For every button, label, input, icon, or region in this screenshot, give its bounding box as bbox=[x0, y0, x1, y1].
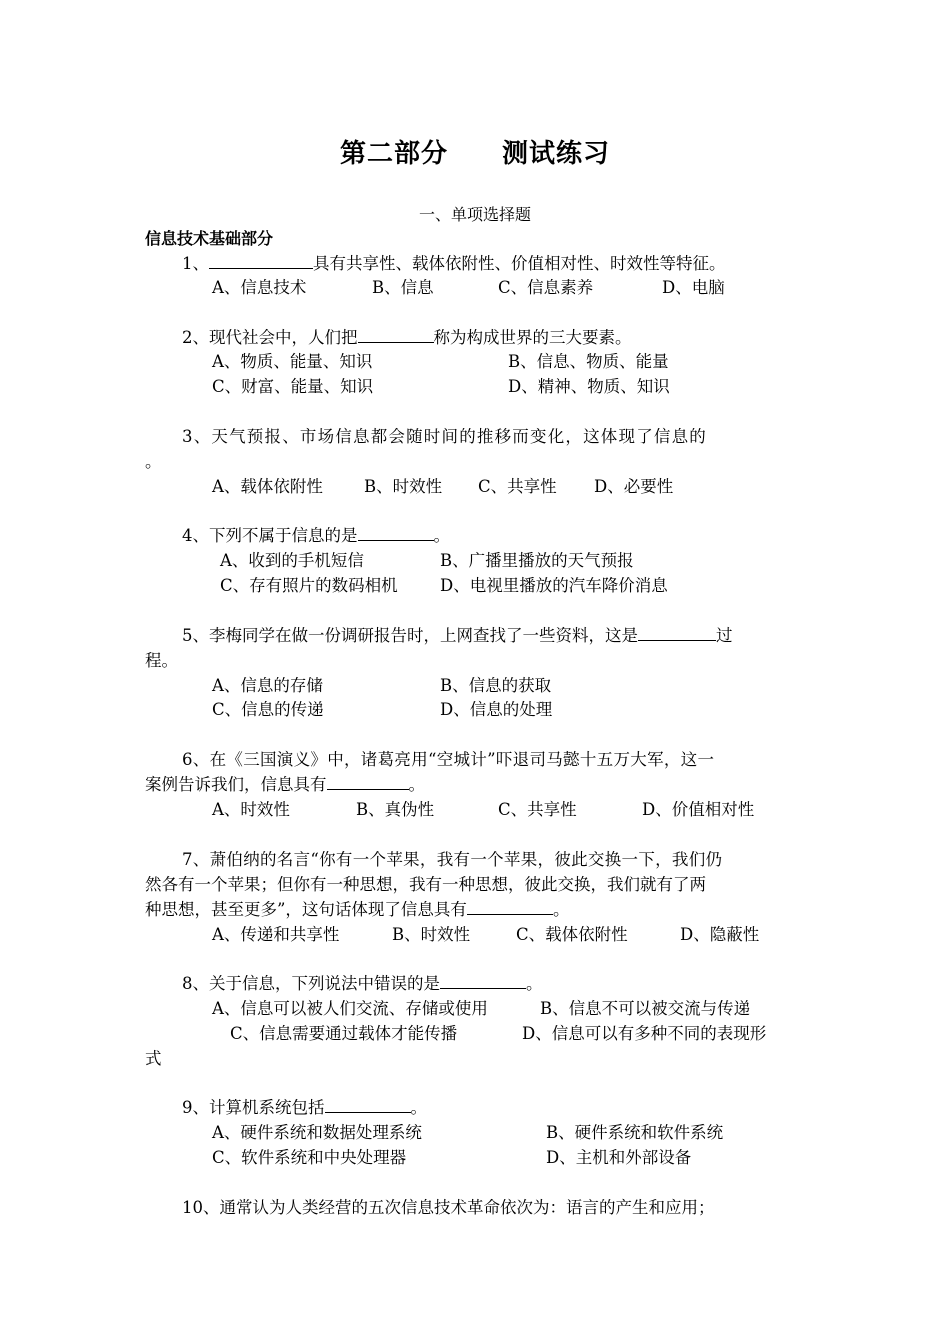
question-text: 。 bbox=[526, 974, 543, 993]
option-a: A、信息可以被人们交流、存储或使用 bbox=[212, 999, 488, 1018]
option-b: B、真伪性 bbox=[356, 800, 435, 819]
option-d: D、信息的处理 bbox=[440, 700, 553, 719]
answer-blank bbox=[358, 326, 434, 343]
option-b: B、时效性 bbox=[364, 477, 443, 496]
option-b: B、广播里播放的天气预报 bbox=[440, 551, 634, 570]
answer-blank bbox=[327, 773, 409, 790]
option-c: C、存有照片的数码相机 bbox=[220, 576, 398, 595]
question-text: 8、关于信息，下列说法中错误的是 bbox=[182, 974, 440, 993]
option-a: A、信息的存储 bbox=[212, 676, 323, 695]
question-9-stem bbox=[182, 1096, 427, 1120]
page-title: 第二部分 测试练习 bbox=[339, 139, 610, 169]
option-d: D、价值相对性 bbox=[642, 800, 755, 819]
question-1-stem bbox=[182, 252, 726, 276]
question-8-stem bbox=[182, 972, 543, 996]
answer-blank bbox=[358, 524, 434, 541]
option-c: C、载体依附性 bbox=[516, 925, 628, 944]
question-10-stem: 10、通常认为人类经营的五次信息技术革命依次为：语言的产生和应用； bbox=[182, 1198, 715, 1217]
option-d-continued: 式 bbox=[145, 1049, 162, 1068]
question-text: 5、李梅同学在做一份调研报告时，上网查找了一些资料，这是 bbox=[182, 626, 638, 645]
answer-blank bbox=[638, 624, 716, 641]
question-text: 2、现代社会中，人们把 bbox=[182, 328, 358, 347]
question-text: 过 bbox=[716, 626, 733, 645]
option-a: A、时效性 bbox=[212, 800, 290, 819]
question-2-stem bbox=[182, 326, 632, 350]
question-4-stem bbox=[182, 524, 450, 548]
question-6-stem: 6、在《三国演义》中，诸葛亮用“空城计”吓退司马懿十五万大军，这一 bbox=[182, 750, 715, 769]
option-a: A、传递和共享性 bbox=[212, 925, 340, 944]
option-c: C、财富、能量、知识 bbox=[212, 377, 374, 396]
option-b: B、时效性 bbox=[392, 925, 471, 944]
option-b: B、信息不可以被交流与传递 bbox=[540, 999, 751, 1018]
question-text: 9、计算机系统包括 bbox=[182, 1098, 325, 1117]
option-d: D、必要性 bbox=[594, 477, 674, 496]
question-3-stem-continued: 。 bbox=[145, 452, 162, 471]
question-text: 称为构成世界的三大要素。 bbox=[433, 328, 632, 347]
option-c: C、信息素养 bbox=[498, 278, 594, 297]
option-d: D、精神、物质、知识 bbox=[508, 377, 670, 396]
option-a: A、收到的手机短信 bbox=[220, 551, 364, 570]
question-text: 。 bbox=[410, 1098, 427, 1117]
option-d: D、隐蔽性 bbox=[680, 925, 760, 944]
option-d: D、电视里播放的汽车降价消息 bbox=[440, 576, 668, 595]
question-text: 具有共享性、载体依附性、价值相对性、时效性等特征。 bbox=[313, 254, 726, 273]
option-a: A、载体依附性 bbox=[212, 477, 323, 496]
option-b: B、信息、物质、能量 bbox=[508, 352, 669, 371]
option-d: D、电脑 bbox=[662, 278, 725, 297]
question-text: 4、下列不属于信息的是 bbox=[182, 526, 358, 545]
section-title: 一、单项选择题 bbox=[418, 205, 531, 224]
option-a: A、硬件系统和数据处理系统 bbox=[212, 1123, 422, 1142]
question-3-stem: 3、天气预报、市场信息都会随时间的推移而变化，这体现了信息的 bbox=[182, 427, 707, 446]
option-b: B、信息的获取 bbox=[440, 676, 552, 695]
option-c: C、软件系统和中央处理器 bbox=[212, 1148, 407, 1167]
option-b: B、硬件系统和软件系统 bbox=[546, 1123, 724, 1142]
answer-blank bbox=[440, 972, 526, 989]
option-c: C、共享性 bbox=[478, 477, 557, 496]
answer-blank bbox=[467, 898, 553, 915]
option-b: B、信息 bbox=[372, 278, 434, 297]
option-c: C、共享性 bbox=[498, 800, 577, 819]
question-text: 案例告诉我们，信息具有 bbox=[145, 775, 327, 794]
option-c: C、信息需要通过载体才能传播 bbox=[230, 1024, 458, 1043]
option-d: D、信息可以有多种不同的表现形 bbox=[522, 1024, 767, 1043]
question-text: 。 bbox=[552, 900, 570, 919]
option-d: D、主机和外部设备 bbox=[546, 1148, 692, 1167]
answer-blank bbox=[209, 252, 313, 269]
option-c: C、信息的传递 bbox=[212, 700, 324, 719]
question-text: 。 bbox=[433, 526, 450, 545]
question-7-stem: 7、萧伯纳的名言“你有一个苹果，我有一个苹果，彼此交换一下，我们仍 bbox=[182, 850, 723, 869]
subheading: 信息技术基础部分 bbox=[145, 229, 274, 248]
question-7-stem-continued: 然各有一个苹果；但你有一种思想，我有一种思想，彼此交换，我们就有了两 bbox=[145, 875, 706, 894]
question-6-stem-continued bbox=[145, 773, 425, 797]
option-a: A、物质、能量、知识 bbox=[212, 352, 373, 371]
question-5-stem bbox=[182, 624, 733, 648]
question-text: 。 bbox=[408, 775, 425, 794]
answer-blank bbox=[325, 1096, 411, 1113]
question-5-stem-continued: 程。 bbox=[145, 651, 178, 670]
question-text: 种思想，甚至更多”，这句话体现了信息具有 bbox=[145, 900, 467, 919]
option-a: A、信息技术 bbox=[212, 278, 307, 297]
question-7-stem-continued bbox=[145, 898, 569, 922]
question-number: 1、 bbox=[182, 254, 209, 273]
